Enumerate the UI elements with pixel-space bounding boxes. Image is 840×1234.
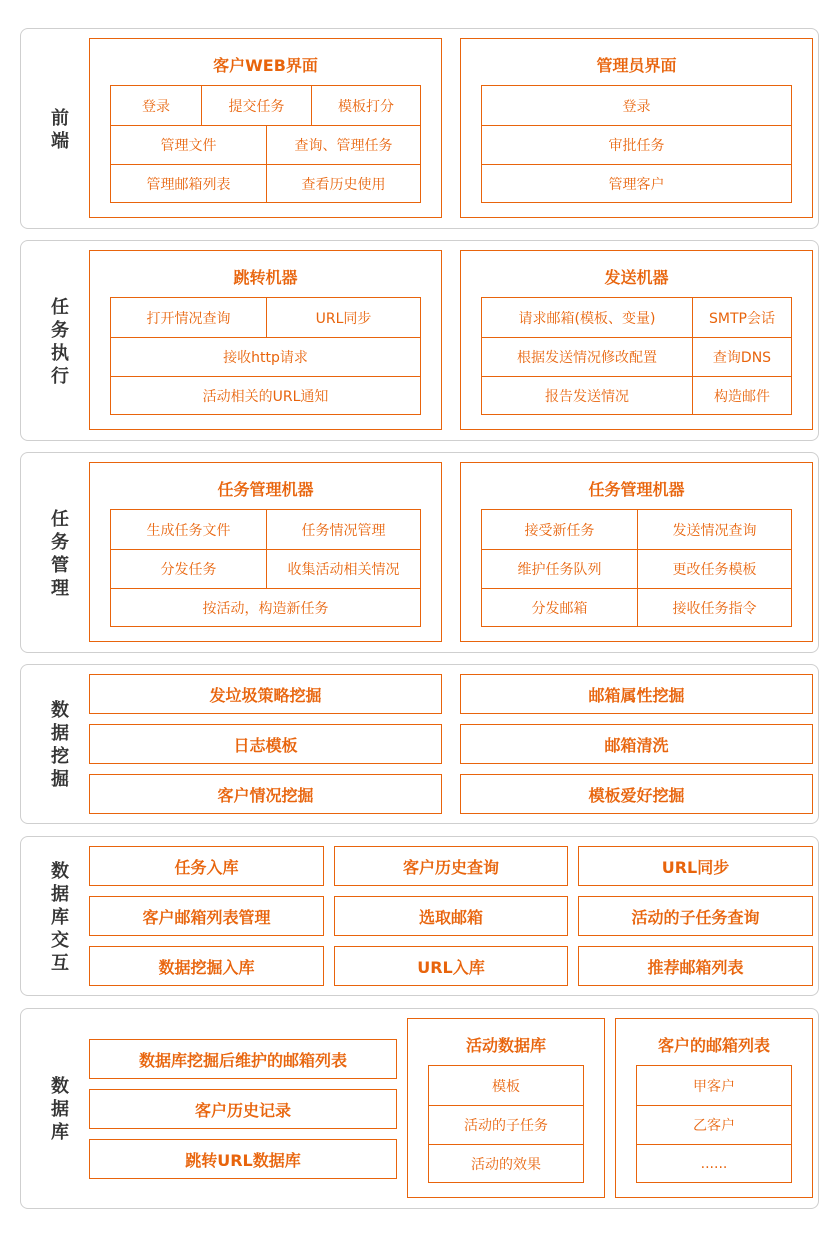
grid-cell: 更改任务模板 bbox=[637, 550, 791, 588]
layer-label: 前 端 bbox=[51, 107, 69, 152]
grid-cell: 分发任务 bbox=[160, 562, 217, 578]
panel-activity-database bbox=[407, 1018, 605, 1198]
panel-title: 发送机器 bbox=[604, 268, 669, 287]
layer-label: 任 务 执 行 bbox=[51, 296, 69, 387]
grid-cell: 查询DNS bbox=[692, 338, 791, 376]
mining-box: 邮箱属性挖掘 bbox=[460, 674, 813, 714]
panel-title: 活动数据库 bbox=[465, 1036, 546, 1055]
panel-admin bbox=[460, 38, 813, 218]
panel-task-manager-1 bbox=[89, 462, 442, 642]
function-grid bbox=[110, 509, 421, 627]
mining-box: 日志模板 bbox=[89, 724, 442, 764]
grid-cell: 发送情况查询 bbox=[637, 510, 791, 549]
panel-client-mailbox-list bbox=[615, 1018, 813, 1198]
function-grid bbox=[428, 1065, 584, 1183]
db-interaction-box: 数据挖掘入库 bbox=[89, 946, 324, 986]
panel-title: 跳转机器 bbox=[233, 268, 298, 287]
grid-cell: 接收任务指令 bbox=[637, 589, 791, 626]
db-interaction-box: URL同步 bbox=[578, 846, 813, 886]
grid-cell: SMTP会话 bbox=[692, 298, 791, 337]
grid-cell: 打开情况查询 bbox=[146, 310, 231, 327]
layer-label: 数 据 库 交 互 bbox=[51, 860, 69, 974]
database-box: 跳转URL数据库 bbox=[89, 1139, 397, 1179]
function-grid bbox=[481, 509, 792, 627]
grid-cell: 活动相关的URL通知 bbox=[202, 388, 329, 405]
function-grid bbox=[481, 297, 792, 415]
grid-cell: 登录 bbox=[622, 98, 651, 115]
grid-cell: 审批任务 bbox=[608, 138, 665, 154]
db-interaction-box: URL入库 bbox=[334, 946, 568, 986]
grid-cell: 提交任务 bbox=[201, 86, 311, 125]
db-interaction-box: 客户邮箱列表管理 bbox=[89, 896, 324, 936]
mining-box: 客户情况挖掘 bbox=[89, 774, 442, 814]
grid-cell: 活动的子任务 bbox=[464, 1118, 548, 1134]
grid-cell: 请求邮箱(模板、变量) bbox=[518, 310, 656, 327]
grid-cell: 收集活动相关情况 bbox=[266, 550, 420, 588]
function-grid bbox=[110, 297, 421, 415]
db-interaction-box: 活动的子任务查询 bbox=[578, 896, 813, 936]
db-interaction-box: 任务入库 bbox=[89, 846, 324, 886]
grid-cell: 登录 bbox=[142, 98, 170, 115]
database-box: 客户历史记录 bbox=[89, 1089, 397, 1129]
layer-label: 任 务 管 理 bbox=[51, 508, 69, 599]
grid-cell: 接受新任务 bbox=[524, 522, 595, 539]
mining-box: 发垃圾策略挖掘 bbox=[89, 674, 442, 714]
function-grid bbox=[481, 85, 792, 203]
panel-title: 任务管理机器 bbox=[588, 480, 685, 499]
grid-cell: ...... bbox=[700, 1155, 728, 1172]
grid-cell: 按活动，构造新任务 bbox=[202, 600, 329, 617]
grid-cell: 活动的效果 bbox=[471, 1156, 541, 1173]
db-interaction-box: 客户历史查询 bbox=[334, 846, 568, 886]
grid-cell: 任务情况管理 bbox=[266, 510, 420, 549]
grid-cell: 模板打分 bbox=[311, 86, 420, 125]
grid-cell: 查询、管理任务 bbox=[266, 126, 420, 164]
grid-cell: 管理客户 bbox=[608, 176, 665, 193]
grid-cell: 接收http请求 bbox=[223, 350, 308, 366]
grid-cell: 根据发送情况修改配置 bbox=[517, 350, 657, 366]
panel-title: 管理员界面 bbox=[596, 56, 677, 75]
function-grid bbox=[636, 1065, 792, 1183]
db-interaction-box: 推荐邮箱列表 bbox=[578, 946, 813, 986]
grid-cell: URL同步 bbox=[266, 298, 420, 337]
grid-cell: 模板 bbox=[492, 1078, 520, 1095]
layer-label: 数 据 挖 掘 bbox=[51, 700, 69, 790]
grid-cell: 维护任务队列 bbox=[517, 562, 602, 578]
grid-cell: 管理邮箱列表 bbox=[146, 176, 231, 193]
layer-label: 数 据 库 bbox=[51, 1076, 69, 1143]
panel-title: 任务管理机器 bbox=[217, 480, 314, 499]
db-interaction-box: 选取邮箱 bbox=[334, 896, 568, 936]
mining-box: 邮箱清洗 bbox=[460, 724, 813, 764]
panel-title: 客户的邮箱列表 bbox=[657, 1036, 770, 1055]
panel-send-machine bbox=[460, 250, 813, 430]
mining-box: 模板爱好挖掘 bbox=[460, 774, 813, 814]
panel-title: 客户WEB界面 bbox=[213, 56, 318, 75]
database-box: 数据库挖掘后维护的邮箱列表 bbox=[89, 1039, 397, 1079]
grid-cell: 甲客户 bbox=[693, 1078, 735, 1095]
grid-cell: 生成任务文件 bbox=[146, 522, 231, 539]
grid-cell: 分发邮箱 bbox=[531, 600, 588, 617]
grid-cell: 构造邮件 bbox=[692, 377, 791, 414]
grid-cell: 报告发送情况 bbox=[545, 388, 629, 405]
panel-task-manager-2 bbox=[460, 462, 813, 642]
grid-cell: 乙客户 bbox=[693, 1118, 735, 1134]
grid-cell: 查看历史使用 bbox=[266, 165, 420, 202]
panel-client-web bbox=[89, 38, 442, 218]
grid-cell: 管理文件 bbox=[160, 138, 217, 154]
function-grid bbox=[110, 85, 421, 203]
panel-redirect-machine bbox=[89, 250, 442, 430]
